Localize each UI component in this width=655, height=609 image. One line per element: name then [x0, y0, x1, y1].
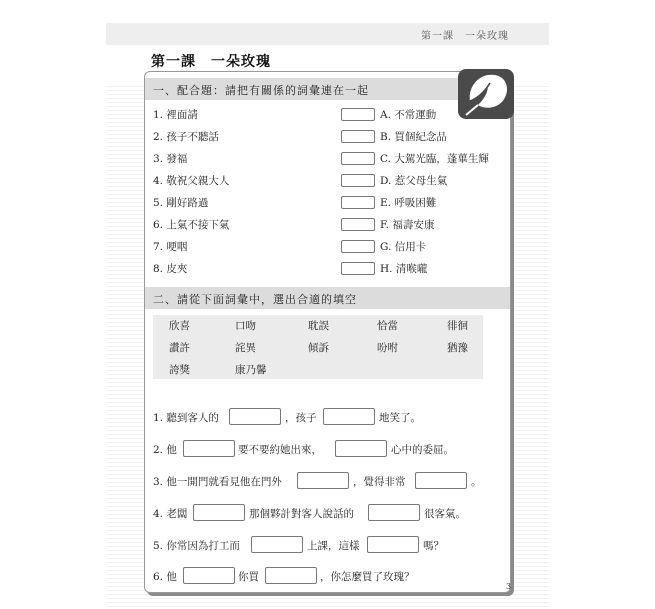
word-bank-item: 傾訴 [308, 342, 329, 354]
matching-left-item: 8. 皮夾 [153, 263, 188, 275]
matching-right-item: H. 清喉嚨 [380, 263, 428, 275]
matching-left-item: 5. 剛好路過 [153, 197, 209, 209]
fill-blank-box[interactable] [323, 408, 375, 425]
section1-heading: 一、配合題：請把有關係的詞彙連在一起 [153, 84, 369, 97]
running-header-title: 第一課 一朵玫瑰 [421, 31, 509, 42]
sentence-text: ，孩子 [285, 412, 317, 424]
sentence-number: 4. 老闆 [153, 508, 188, 520]
word-bank-item: 讚許 [169, 342, 190, 354]
matching-left-item: 1. 裡面請 [153, 109, 198, 121]
matching-answer-box[interactable] [341, 196, 375, 209]
lesson-title: 第一課 一朵玫瑰 [151, 54, 271, 70]
matching-right-item: A. 不常運動 [380, 109, 437, 121]
matching-answer-box[interactable] [341, 108, 375, 121]
sentence-text: 心中的委屈。 [391, 444, 454, 456]
rose-leaf-icon [458, 69, 514, 119]
word-bank-item: 誇獎 [169, 364, 190, 376]
fill-blank-box[interactable] [183, 440, 235, 457]
sentence-text: 要不要約她出來， [238, 444, 322, 456]
word-bank-item: 口吻 [235, 320, 256, 332]
word-bank-item: 欣喜 [169, 320, 190, 332]
sentence-number: 3. 他一開門就看見他在門外 [153, 476, 282, 488]
word-bank-item: 康乃馨 [235, 364, 267, 376]
sentence-text: 上課，這樣 [307, 540, 360, 552]
matching-right-item: C. 大駕光臨，蓬蓽生輝 [380, 153, 489, 165]
sentence-number: 1. 聽到客人的 [153, 412, 219, 424]
fill-blank-box[interactable] [415, 472, 467, 489]
sentence-text: 地笑了。 [379, 412, 421, 424]
section2-header [145, 287, 510, 309]
sentence-text: ，你怎麼買了玫瑰？ [320, 571, 415, 583]
fill-blank-box[interactable] [297, 472, 349, 489]
sentence-text: 那個夥計對客人說話的 [249, 508, 354, 520]
section2-heading: 二、請從下面詞彙中，選出合適的填空 [153, 293, 357, 306]
fill-blank-box[interactable] [251, 536, 303, 553]
matching-answer-box[interactable] [341, 152, 375, 165]
fill-blank-box[interactable] [265, 567, 317, 584]
fill-blank-box[interactable] [367, 536, 419, 553]
word-bank-item: 恰當 [377, 320, 398, 332]
fill-blank-box[interactable] [183, 567, 235, 584]
sentence-text: 。 [471, 476, 482, 488]
matching-left-item: 6. 上氣不接下氣 [153, 219, 230, 231]
sentence-text: 很客氣。 [424, 508, 466, 520]
matching-left-item: 3. 發福 [153, 153, 188, 165]
fill-blank-box[interactable] [335, 440, 387, 457]
page-number: 3 [506, 582, 512, 591]
exercise-card [144, 71, 511, 593]
fill-blank-box[interactable] [193, 504, 245, 521]
workbook-page [106, 23, 549, 609]
matching-left-item: 7. 哽咽 [153, 241, 188, 253]
sentence-number: 5. 你常因為打工而 [153, 540, 240, 552]
matching-right-item: F. 福壽安康 [380, 219, 435, 231]
word-bank-item: 猶豫 [447, 342, 468, 354]
word-bank-item: 徘徊 [447, 320, 468, 332]
sentence-text: ，覺得非常 [353, 476, 406, 488]
fill-blank-box[interactable] [229, 408, 281, 425]
sentence-number: 2. 他 [153, 444, 177, 456]
matching-right-item: B. 買個紀念品 [380, 131, 447, 143]
matching-answer-box[interactable] [341, 262, 375, 275]
word-bank-item: 詫異 [235, 342, 256, 354]
word-bank [153, 315, 483, 379]
word-bank-item: 耽誤 [308, 320, 329, 332]
matching-answer-box[interactable] [341, 130, 375, 143]
matching-answer-box[interactable] [341, 218, 375, 231]
running-header [106, 23, 549, 45]
section1-header [145, 78, 510, 100]
matching-answer-box[interactable] [341, 174, 375, 187]
fill-blank-box[interactable] [368, 504, 420, 521]
matching-left-item: 2. 孩子不聽話 [153, 131, 219, 143]
sentence-text: 嗎？ [423, 540, 444, 552]
matching-right-item: D. 惹父母生氣 [380, 175, 448, 187]
matching-left-item: 4. 敬祝父親大人 [153, 175, 230, 187]
sentence-number: 6. 他 [153, 571, 177, 583]
word-bank-item: 吩咐 [377, 342, 398, 354]
sentence-text: 你買 [238, 571, 259, 583]
matching-answer-box[interactable] [341, 240, 375, 253]
matching-right-item: G. 信用卡 [380, 241, 427, 253]
matching-right-item: E. 呼吸困難 [380, 197, 437, 209]
